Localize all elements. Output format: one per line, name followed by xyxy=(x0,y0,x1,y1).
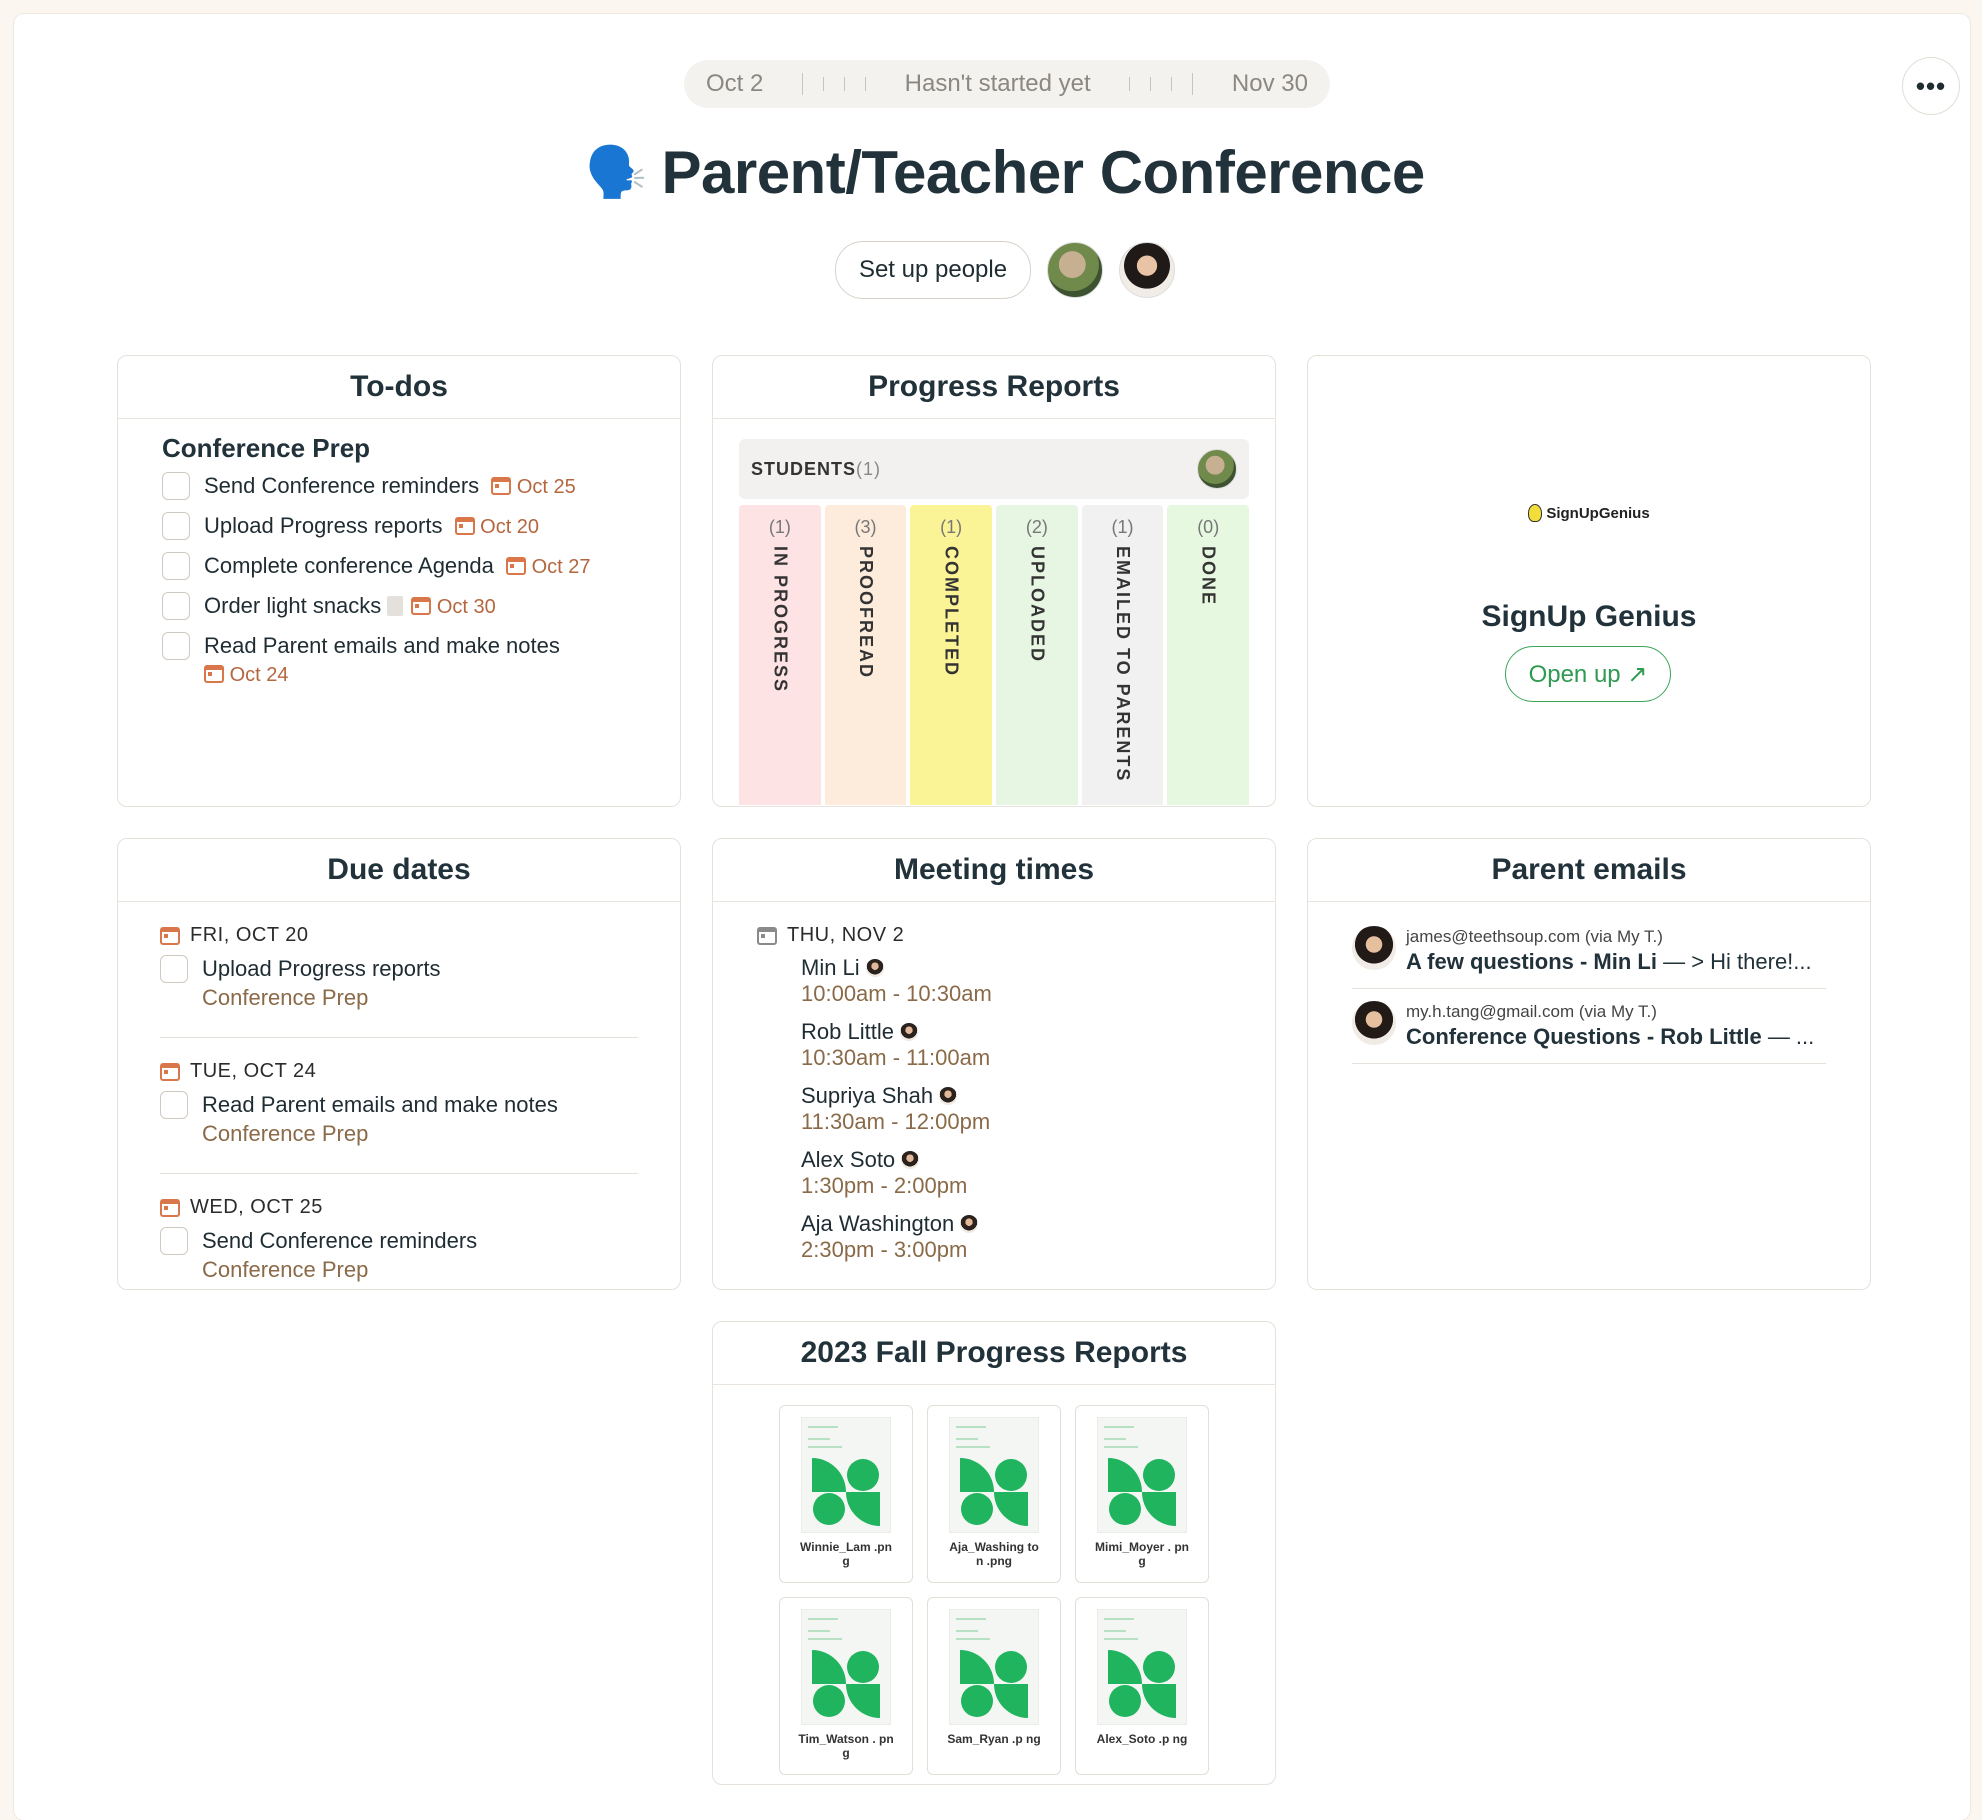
speaking-head-icon: 🗣️ xyxy=(585,144,648,200)
meeting-name: Alex Soto xyxy=(801,1147,896,1172)
students-label: STUDENTS xyxy=(751,458,857,479)
image-icon xyxy=(1097,1417,1187,1533)
avatar xyxy=(960,1215,978,1233)
todo-item xyxy=(162,552,636,581)
due-task xyxy=(160,1091,638,1149)
column-label: EMAILED TO PARENTS xyxy=(1113,546,1134,783)
due-date-label: TUE, OCT 24 xyxy=(190,1060,317,1082)
meeting-date-label: THU, NOV 2 xyxy=(787,924,905,946)
file-thumbnail[interactable] xyxy=(1075,1597,1209,1775)
meeting-time: 1:30pm - 2:00pm xyxy=(801,1173,968,1198)
todo-checkbox[interactable] xyxy=(160,1227,188,1255)
due-dates-card xyxy=(117,838,681,1290)
todo-item xyxy=(162,512,636,541)
file-name: Sam_Ryan .p ng xyxy=(947,1732,1041,1746)
image-icon xyxy=(801,1417,891,1533)
meeting-time: 10:00am - 10:30am xyxy=(801,981,992,1006)
column-uploaded[interactable] xyxy=(996,505,1078,805)
file-thumbnail[interactable] xyxy=(927,1597,1061,1775)
todos-title[interactable]: To-dos xyxy=(118,356,680,419)
fall-progress-reports-card xyxy=(712,1321,1276,1785)
todo-checkbox[interactable] xyxy=(162,632,190,660)
meeting-item[interactable] xyxy=(801,955,1231,1007)
people-row xyxy=(14,241,1982,299)
fall-progress-reports-title[interactable]: 2023 Fall Progress Reports xyxy=(713,1322,1275,1385)
timeline-ticks-left xyxy=(802,73,866,95)
avatar xyxy=(900,1023,918,1041)
todo-checkbox[interactable] xyxy=(160,955,188,983)
calendar-icon xyxy=(160,927,180,945)
kanban-columns xyxy=(739,505,1249,805)
students-swimlane[interactable] xyxy=(739,439,1249,499)
column-proofread[interactable] xyxy=(825,505,907,805)
due-task-group[interactable]: Conference Prep xyxy=(202,985,369,1010)
calendar-icon xyxy=(455,517,475,535)
file-thumbnail[interactable] xyxy=(927,1405,1061,1583)
file-name: Mimi_Moyer . png xyxy=(1094,1540,1189,1568)
due-date-heading xyxy=(160,924,638,947)
due-task xyxy=(160,955,638,1013)
column-count: (0) xyxy=(1197,517,1220,537)
parent-emails-card xyxy=(1307,838,1871,1290)
due-task xyxy=(160,1227,638,1285)
file-name: Winnie_Lam .png xyxy=(800,1540,892,1568)
note-icon xyxy=(387,596,403,616)
image-icon xyxy=(949,1417,1039,1533)
file-thumbnail[interactable] xyxy=(779,1597,913,1775)
email-item[interactable] xyxy=(1352,926,1826,989)
due-date-label: FRI, OCT 20 xyxy=(190,924,309,946)
meeting-name: Supriya Shah xyxy=(801,1083,934,1108)
email-preview: — ... xyxy=(1761,1024,1815,1049)
file-thumbnail[interactable] xyxy=(1075,1405,1209,1583)
meeting-item[interactable] xyxy=(801,1019,1231,1071)
signup-genius-card xyxy=(1307,355,1871,807)
more-options-button[interactable] xyxy=(1902,57,1960,115)
page-title[interactable]: Parent/Teacher Conference xyxy=(661,139,1425,206)
open-up-button[interactable]: Open up ↗ xyxy=(1505,646,1671,702)
progress-reports-card xyxy=(712,355,1276,807)
todo-text[interactable]: Complete conference Agenda xyxy=(204,553,494,578)
avatar xyxy=(866,959,884,977)
due-date-heading xyxy=(160,1196,638,1219)
column-label: PROOFREAD xyxy=(856,546,876,680)
calendar-icon xyxy=(160,1063,180,1081)
column-emailed-to-parents[interactable] xyxy=(1082,505,1164,805)
column-count: (1) xyxy=(1111,517,1134,537)
meeting-time: 2:30pm - 3:00pm xyxy=(801,1237,968,1262)
avatar[interactable] xyxy=(1119,242,1175,298)
timeline-ticks-right xyxy=(1129,73,1193,95)
todo-due-date: Oct 24 xyxy=(229,664,289,686)
meeting-times-title[interactable]: Meeting times xyxy=(713,839,1275,902)
due-task-title[interactable]: Send Conference reminders xyxy=(202,1228,478,1253)
todo-due-date: Oct 30 xyxy=(436,596,496,618)
timeline-status: Hasn't started yet xyxy=(904,70,1091,97)
project-page xyxy=(14,14,1970,1820)
todo-group-title[interactable]: Conference Prep xyxy=(162,433,371,463)
page-header xyxy=(14,138,1982,207)
avatar xyxy=(1197,449,1237,489)
calendar-icon xyxy=(160,1199,180,1217)
meeting-time: 11:30am - 12:00pm xyxy=(801,1109,991,1134)
signup-genius-logo xyxy=(1308,504,1870,522)
column-completed[interactable] xyxy=(910,505,992,805)
column-done[interactable] xyxy=(1167,505,1249,805)
todo-text[interactable]: Upload Progress reports xyxy=(204,513,443,538)
email-subject: Conference Questions - Rob Little xyxy=(1406,1024,1762,1049)
file-name: Tim_Watson . png xyxy=(798,1732,894,1760)
todo-item xyxy=(162,632,636,689)
meeting-item[interactable] xyxy=(801,1083,1231,1135)
todo-text[interactable]: Read Parent emails and make notes xyxy=(204,633,560,658)
todo-checkbox[interactable] xyxy=(162,552,190,580)
meeting-date-heading xyxy=(757,924,1231,947)
column-label: IN PROGRESS xyxy=(770,546,791,694)
todo-checkbox[interactable] xyxy=(162,512,190,540)
todo-text[interactable]: Order light snacks xyxy=(204,593,382,618)
ellipsis-icon: ••• xyxy=(1915,70,1947,101)
parent-emails-title[interactable]: Parent emails xyxy=(1308,839,1870,902)
calendar-icon xyxy=(506,557,526,575)
students-count: (1) xyxy=(856,458,882,479)
set-up-people-button[interactable]: Set up people xyxy=(835,241,1031,299)
todos-card xyxy=(117,355,681,807)
due-task-group[interactable]: Conference Prep xyxy=(202,1121,369,1146)
image-icon xyxy=(949,1609,1039,1725)
file-name: Aja_Washing ton .png xyxy=(949,1540,1039,1568)
column-count: (3) xyxy=(854,517,877,537)
image-icon xyxy=(1097,1609,1187,1725)
column-in-progress[interactable] xyxy=(739,505,821,805)
avatar xyxy=(901,1151,919,1169)
todo-checkbox[interactable] xyxy=(162,592,190,620)
column-label: COMPLETED xyxy=(941,546,962,678)
avatar xyxy=(1352,1001,1396,1045)
meeting-name: Min Li xyxy=(801,955,860,980)
meeting-name: Rob Little xyxy=(801,1019,894,1044)
meeting-time: 10:30am - 11:00am xyxy=(801,1045,991,1070)
column-count: (2) xyxy=(1025,517,1048,537)
due-date-label: WED, OCT 25 xyxy=(190,1196,323,1218)
todo-item xyxy=(162,592,636,621)
meeting-item[interactable] xyxy=(801,1147,1231,1199)
email-subject: A few questions - Min Li xyxy=(1406,949,1657,974)
column-count: (1) xyxy=(940,517,963,537)
due-date-heading xyxy=(160,1060,638,1083)
due-dates-title[interactable]: Due dates xyxy=(118,839,680,902)
timeline-start: Oct 2 xyxy=(706,70,764,97)
todo-checkbox[interactable] xyxy=(160,1091,188,1119)
meeting-item[interactable] xyxy=(801,1211,1231,1263)
image-icon xyxy=(801,1609,891,1725)
logo-text: SignUpGenius xyxy=(1546,505,1650,522)
todo-due-date: Oct 20 xyxy=(480,516,540,538)
divider xyxy=(160,1173,638,1174)
avatar[interactable] xyxy=(1047,242,1103,298)
column-count: (1) xyxy=(768,517,791,537)
avatar xyxy=(939,1087,957,1105)
todo-item xyxy=(162,472,636,501)
column-label: DONE xyxy=(1198,546,1219,607)
email-item[interactable] xyxy=(1352,1001,1826,1064)
todo-due-date: Oct 27 xyxy=(531,556,591,578)
file-gallery xyxy=(713,1385,1275,1775)
todo-due-date: Oct 25 xyxy=(516,476,576,498)
lightbulb-icon xyxy=(1528,504,1542,522)
calendar-icon xyxy=(411,597,431,615)
progress-reports-title[interactable]: Progress Reports xyxy=(713,356,1275,419)
column-label: UPLOADED xyxy=(1027,546,1048,664)
due-task-group[interactable]: Conference Prep xyxy=(202,1257,369,1282)
email-from: my.h.tang@gmail.com (via My T.) xyxy=(1406,1002,1657,1021)
file-name: Alex_Soto .p ng xyxy=(1096,1732,1188,1746)
calendar-icon xyxy=(204,665,224,683)
todo-checkbox[interactable] xyxy=(162,472,190,500)
todo-text[interactable]: Send Conference reminders xyxy=(204,473,480,498)
timeline-end: Nov 30 xyxy=(1231,70,1308,97)
divider xyxy=(160,1037,638,1038)
avatar xyxy=(1352,926,1396,970)
due-task-title[interactable]: Read Parent emails and make notes xyxy=(202,1092,558,1117)
due-task-title[interactable]: Upload Progress reports xyxy=(202,956,441,981)
signup-genius-title: SignUp Genius xyxy=(1481,600,1697,633)
meeting-times-card xyxy=(712,838,1276,1290)
project-timeline[interactable] xyxy=(684,60,1330,108)
email-from: james@teethsoup.com (via My T.) xyxy=(1406,927,1663,946)
email-preview: — > Hi there!... xyxy=(1656,949,1812,974)
meeting-name: Aja Washington xyxy=(801,1211,955,1236)
calendar-icon xyxy=(757,927,777,945)
calendar-icon xyxy=(491,477,511,495)
file-thumbnail[interactable] xyxy=(779,1405,913,1583)
